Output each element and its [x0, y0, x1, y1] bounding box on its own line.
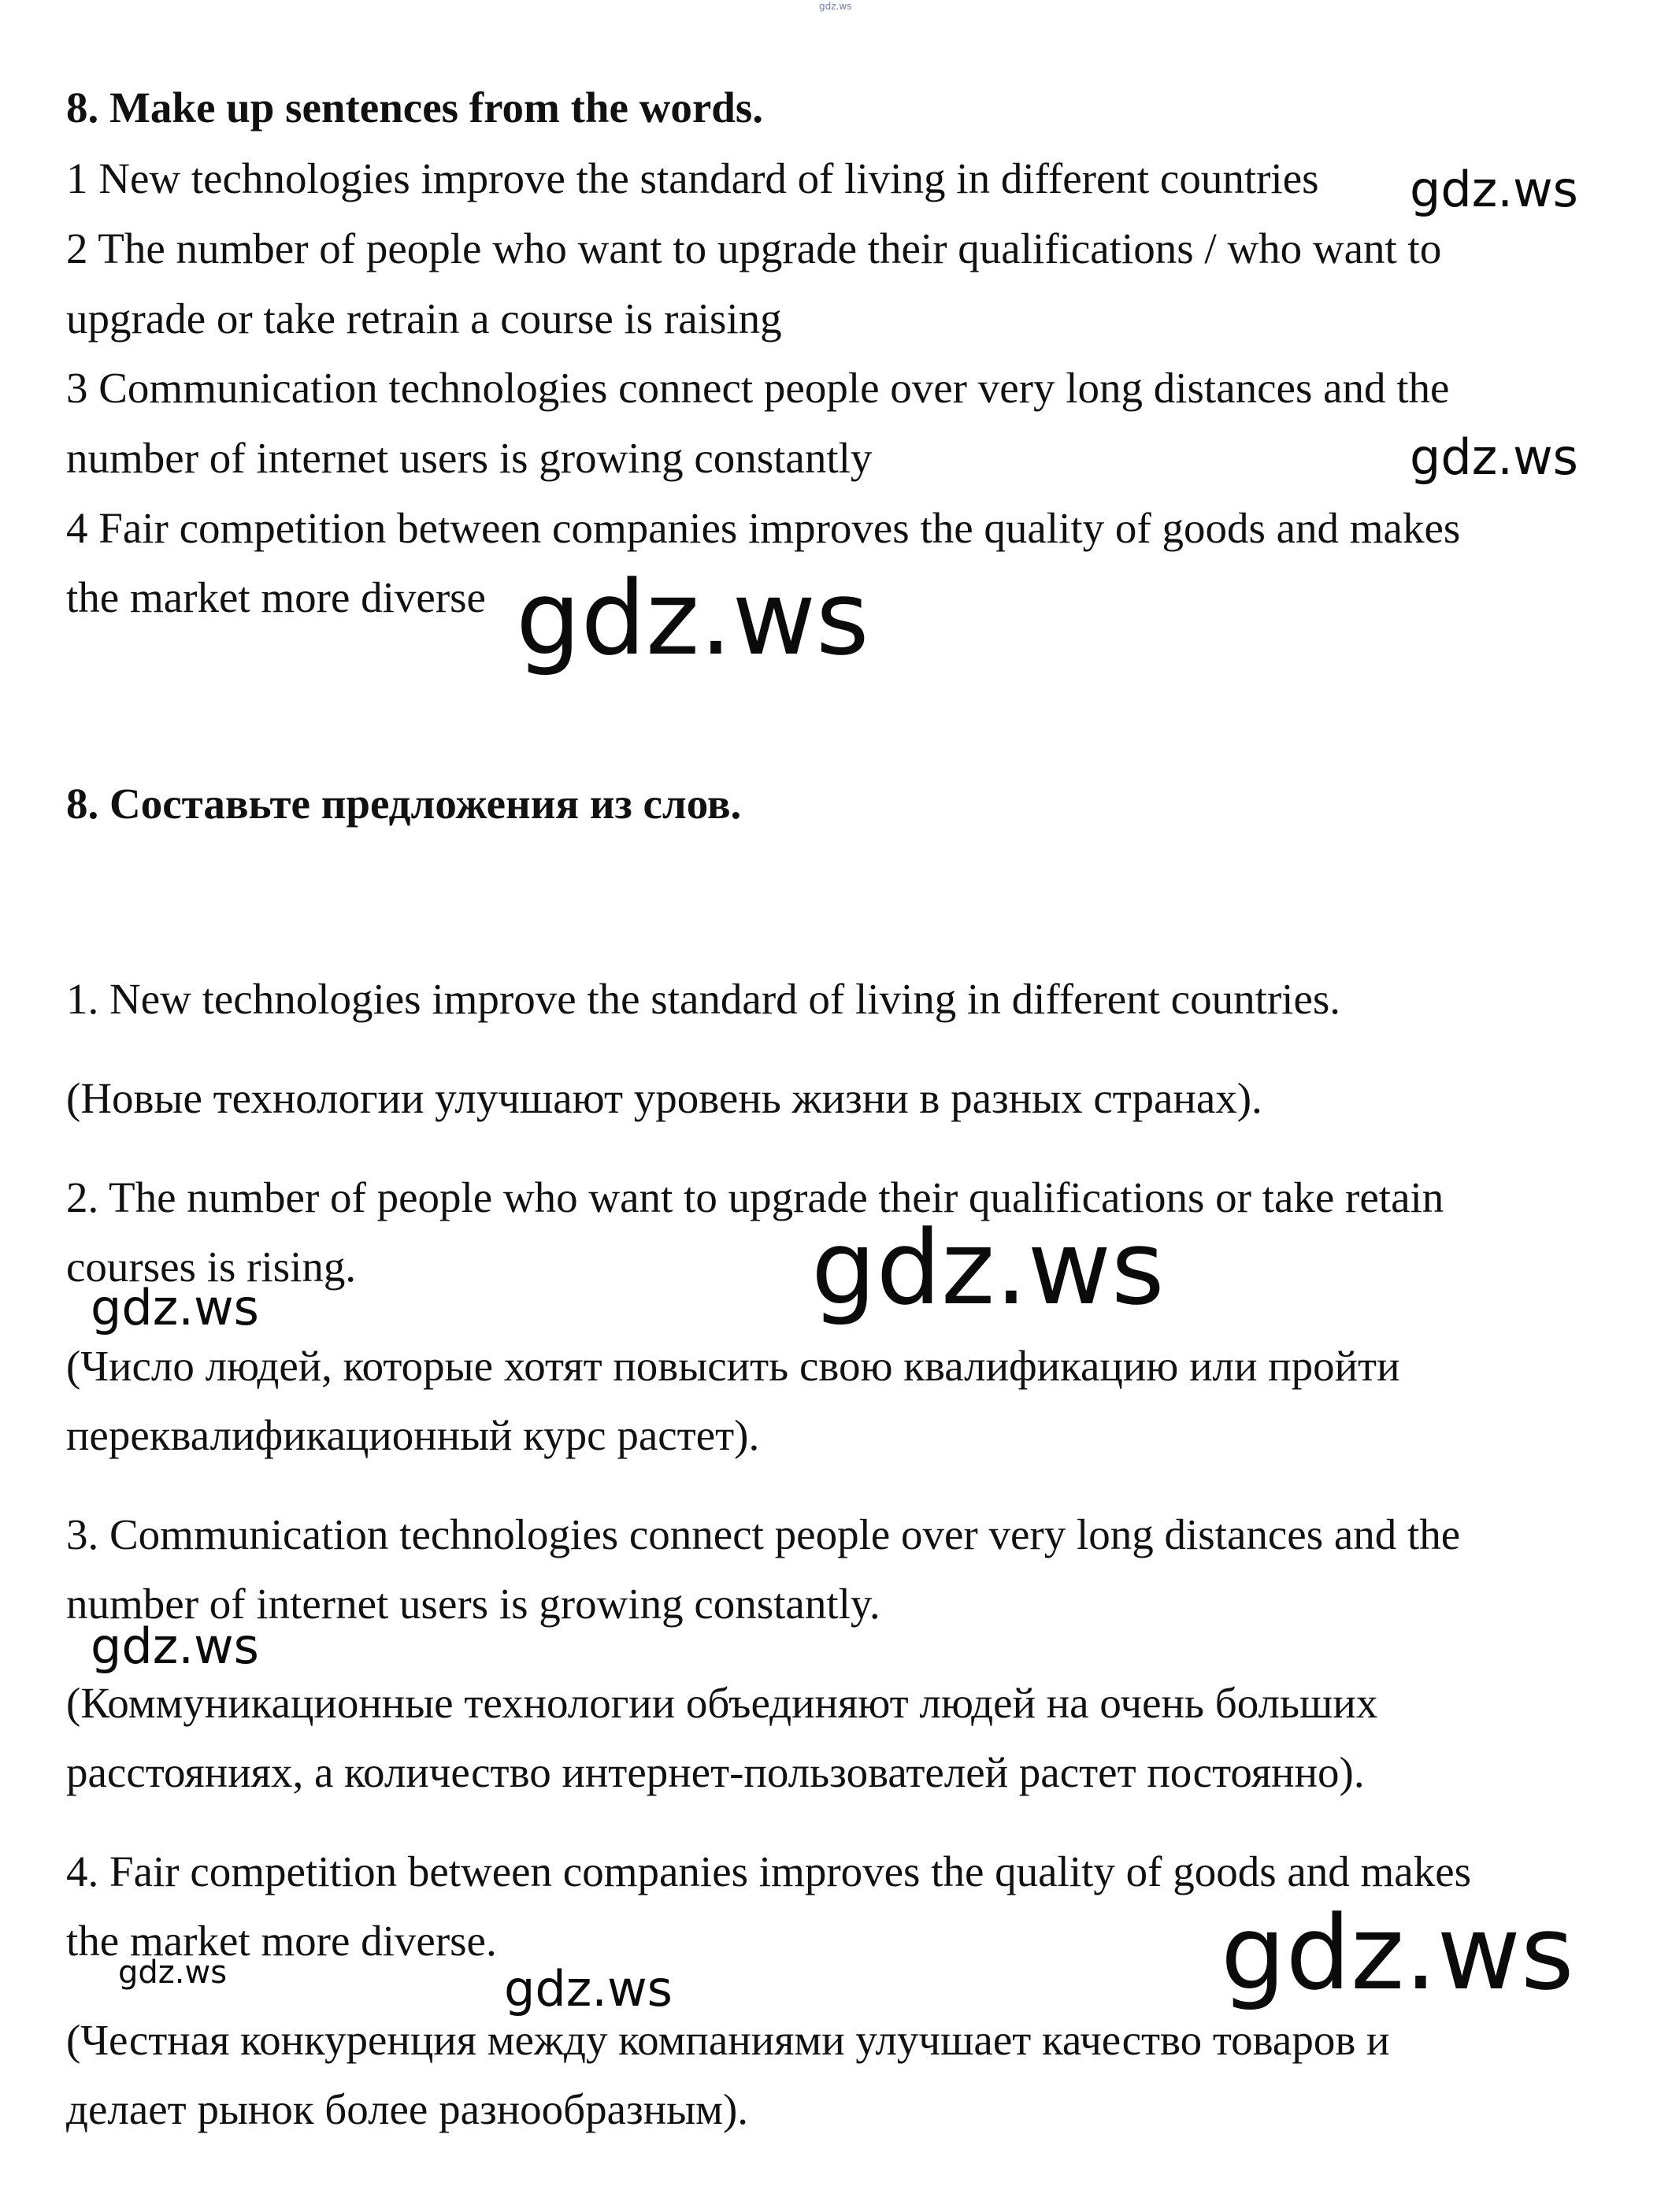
- watermark: gdz.ws: [504, 1960, 673, 2017]
- exercise-line-1: 1 New technologies improve the standard of living in different countries: [66, 154, 1319, 202]
- exercise-title-en: 8. Make up sentences from the words.: [66, 83, 764, 132]
- exercise-line-7: the market more diverse: [66, 573, 486, 621]
- watermark: gdz.ws: [811, 1208, 1165, 1328]
- answer-2-en-line-2: courses is rising.: [66, 1243, 357, 1291]
- answer-3-ru-line-2: расстояниях, а количество интернет-пользователей растет постоянно).: [66, 1748, 1365, 1796]
- watermark: gdz.ws: [1221, 1893, 1574, 2013]
- exercise-line-3: upgrade or take retrain a course is raising: [66, 295, 782, 343]
- watermark: gdz.ws: [91, 1617, 259, 1675]
- watermark: gdz.ws: [516, 558, 869, 678]
- answer-4-ru-line-2: делает рынок более разнообразным).: [66, 2085, 749, 2133]
- answer-4-en-line-2: the market more diverse.: [66, 1917, 497, 1965]
- answer-4-en-line-1: 4. Fair competition between companies improves the quality of goods and makes: [66, 1847, 1472, 1895]
- watermark: gdz.ws: [118, 1954, 228, 1991]
- exercise-line-5: number of internet users is growing constantly: [66, 434, 873, 482]
- exercise-line-6: 4 Fair competition between companies improves the quality of goods and makes: [66, 504, 1461, 552]
- exercise-line-4: 3 Communication technologies connect people over very long distances and the: [66, 364, 1450, 412]
- exercise-line-2: 2 The number of people who want to upgrade their qualifications / who want to: [66, 224, 1442, 272]
- watermark-top: gdz.ws: [819, 1, 852, 12]
- exercise-title-ru: 8. Составьте предложения из слов.: [66, 780, 742, 828]
- answer-3-en-line-2: number of internet users is growing constantly.: [66, 1580, 880, 1628]
- answer-3-ru-line-1: (Коммуникационные технологии объединяют людей на очень больших: [66, 1679, 1378, 1727]
- answer-2-en-line-1: 2. The number of people who want to upgrade their qualifications or take retain: [66, 1173, 1444, 1221]
- answer-4-ru-line-1: (Честная конкуренция между компаниями улучшает качество товаров и: [66, 2016, 1390, 2064]
- answer-1-en: 1. New technologies improve the standard of living in different countries.: [66, 975, 1341, 1023]
- answer-2-ru-line-1: (Число людей, которые хотят повысить свою квалификацию или пройти: [66, 1342, 1400, 1390]
- watermark: gdz.ws: [91, 1279, 259, 1336]
- answer-1-ru: (Новые технологии улучшают уровень жизни в разных странах).: [66, 1074, 1262, 1122]
- answer-3-en-line-1: 3. Communication technologies connect people over very long distances and the: [66, 1510, 1461, 1558]
- watermark: gdz.ws: [1410, 428, 1578, 486]
- answer-2-ru-line-2: переквалификационный курс растет).: [66, 1411, 760, 1459]
- watermark: gdz.ws: [1410, 161, 1578, 218]
